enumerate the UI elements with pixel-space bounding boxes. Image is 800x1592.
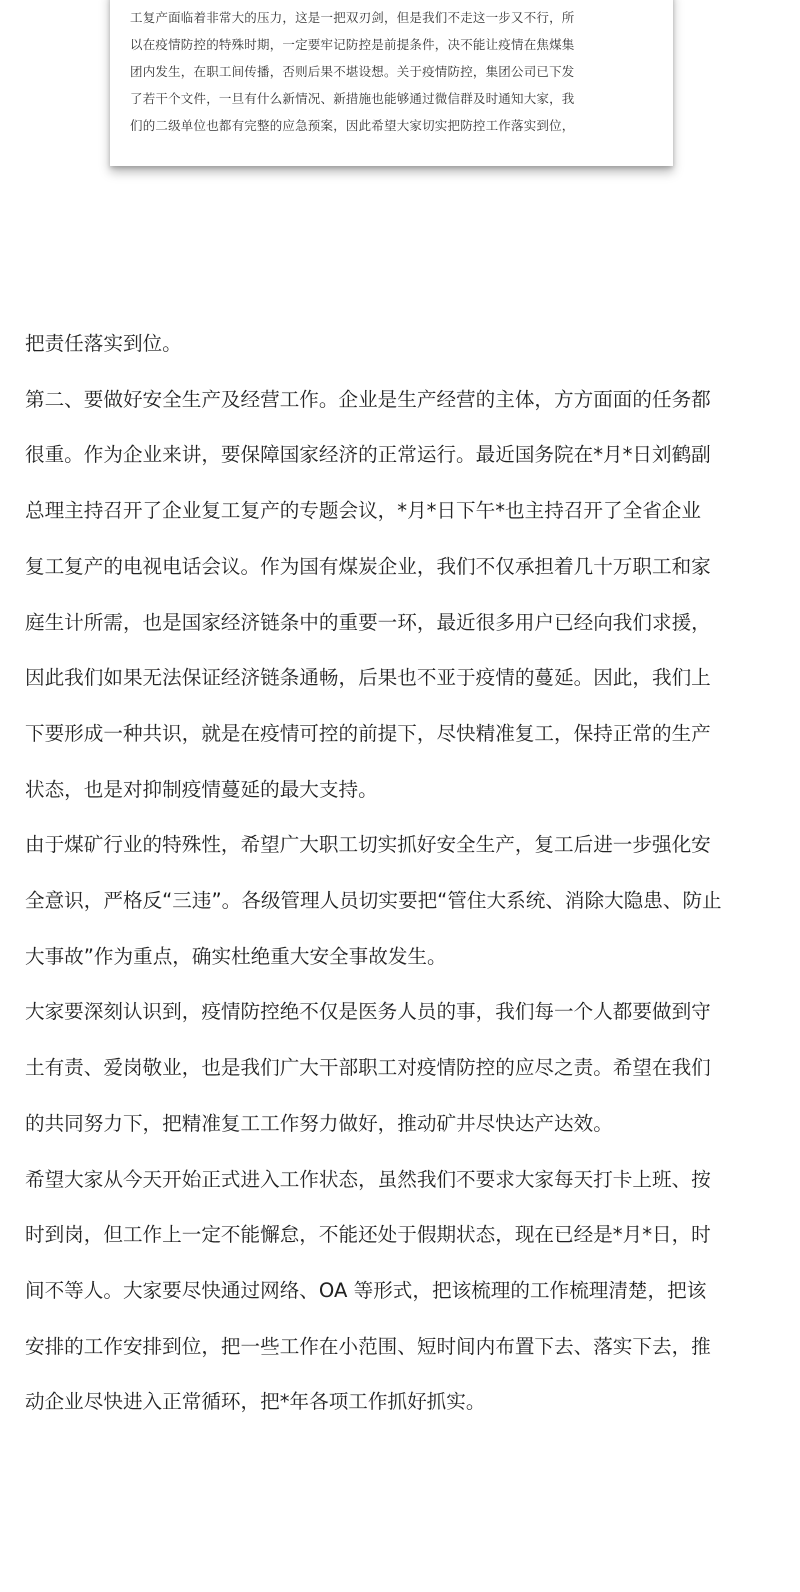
text-line: 总理主持召开了企业复工复产的专题会议，*月*日下午*也主持召开了全省企业 bbox=[25, 499, 701, 523]
text-line: 间不等人。大家要尽快通过网络、OA 等形式，把该梳理的工作梳理清楚，把该 bbox=[25, 1278, 707, 1302]
paragraph-3 bbox=[25, 817, 770, 984]
document-body bbox=[25, 316, 770, 1430]
text-line: 下要形成一种共识，就是在疫情可控的前提下，尽快精准复工，保持正常的生产 bbox=[25, 721, 711, 745]
text-line: 把责任落实到位。 bbox=[25, 332, 182, 355]
paragraph-2 bbox=[25, 372, 770, 818]
text-line: 大事故”作为重点，确实杜绝重大安全事故发生。 bbox=[25, 944, 447, 968]
text-line: 全意识，严格反“三违”。各级管理人员切实要把“管住大系统、消除大隐患、防止 bbox=[25, 889, 722, 913]
text-line: 庭生计所需，也是国家经济链条中的重要一环，最近很多用户已经向我们求援， bbox=[25, 610, 711, 634]
paragraph-4 bbox=[25, 984, 770, 1151]
text-line: 第二、要做好安全生产及经营工作。企业是生产经营的主体，方方面面的任务都 bbox=[25, 387, 711, 411]
text-line: 因此我们如果无法保证经济链条通畅，后果也不亚于疫情的蔓延。因此，我们上 bbox=[25, 666, 711, 690]
text-line: 复工复产的电视电话会议。作为国有煤炭企业，我们不仅承担着几十万职工和家 bbox=[25, 554, 711, 578]
text-line: 土有责、爱岗敬业，也是我们广大干部职工对疫情防控的应尽之责。希望在我们 bbox=[25, 1056, 711, 1080]
preview-line: 们的二级单位也都有完整的应急预案，因此希望大家切实把防控工作落实到位， bbox=[130, 118, 575, 133]
text-line: 动企业尽快进入正常循环，把*年各项工作抓好抓实。 bbox=[25, 1390, 486, 1414]
preview-line: 以在疫情防控的特殊时期，一定要牢记防控是前提条件，决不能让疫情在焦煤集 bbox=[130, 37, 575, 52]
paragraph-5 bbox=[25, 1152, 770, 1431]
text-line: 的共同努力下，把精准复工工作努力做好，推动矿井尽快达产达效。 bbox=[25, 1111, 613, 1135]
preview-line: 团内发生，在职工间传播，否则后果不堪设想。关于疫情防控，集团公司已下发 bbox=[130, 64, 575, 79]
document-preview-card bbox=[110, 0, 673, 166]
document-preview-text bbox=[130, 4, 660, 139]
text-line: 由于煤矿行业的特殊性，希望广大职工切实抓好安全生产，复工后进一步强化安 bbox=[25, 833, 711, 857]
text-line: 很重。作为企业来讲，要保障国家经济的正常运行。最近国务院在*月*日刘鹤副 bbox=[25, 443, 711, 467]
preview-line: 工复产面临着非常大的压力，这是一把双刃剑，但是我们不走这一步又不行，所 bbox=[130, 10, 575, 25]
paragraph-1 bbox=[25, 316, 770, 372]
text-line: 状态，也是对抑制疫情蔓延的最大支持。 bbox=[25, 777, 378, 801]
text-line: 时到岗，但工作上一定不能懈怠，不能还处于假期状态，现在已经是*月*日，时 bbox=[25, 1223, 711, 1247]
preview-line: 了若干个文件，一旦有什么新情况、新措施也能够通过微信群及时通知大家，我 bbox=[130, 91, 575, 106]
text-line: 希望大家从今天开始正式进入工作状态，虽然我们不要求大家每天打卡上班、按 bbox=[25, 1167, 711, 1191]
text-line: 大家要深刻认识到，疫情防控绝不仅是医务人员的事，我们每一个人都要做到守 bbox=[25, 1000, 711, 1024]
text-line: 安排的工作安排到位，把一些工作在小范围、短时间内布置下去、落实下去，推 bbox=[25, 1334, 711, 1358]
